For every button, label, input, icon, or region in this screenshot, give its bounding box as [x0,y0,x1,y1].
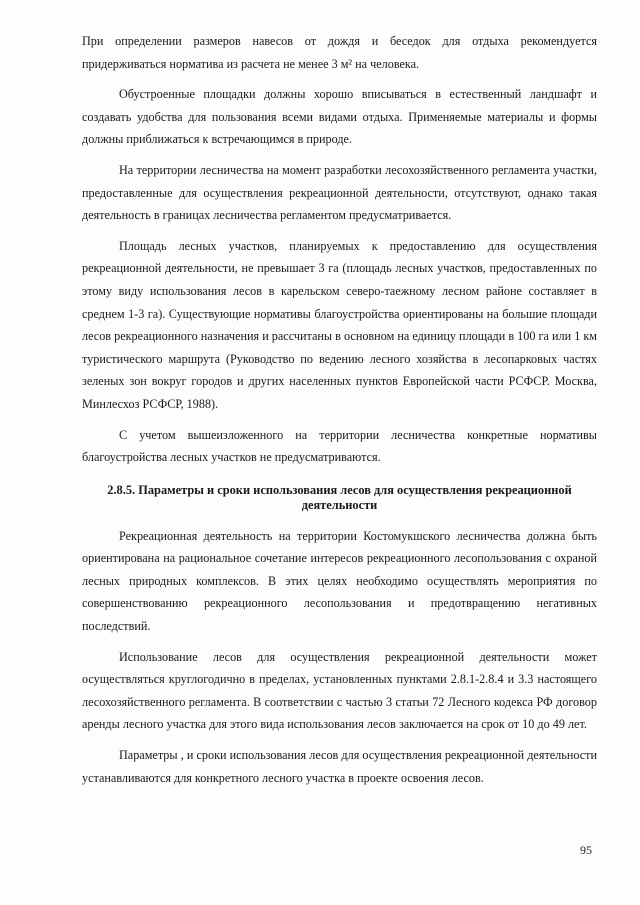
paragraph-conclusion: С учетом вышеизложенного на территории лесничества конкретные нормативы благоустройства лесных участков не предусматриваются. [82,427,597,465]
paragraph-plot-area: Площадь лесных участков, планируемых к предоставлению для осуществления рекреационной деятельности, не превышает 3 га (площадь лесных участков, предоставленных по этому виду использования лесов в карельском северо-таежному лесном районе составляет в среднем 1-3 га). Существующие нормативы благоустройства ориентированы на большие площади лесов рекреационного назначения и рассчитаны в основном на единицу площади в 100 га или 1 км туристического маршрута (Руководство по ведению лесного хозяйства в лесопарковых частях зеленых зон вокруг городов и других населенных пунктов Европейской части РСФСР. Москва, Минлесхоз РСФСР, 1988). [82,238,597,411]
page-number: 95 [580,843,592,857]
paragraph-forestry-territory: На территории лесничества на момент разработки лесохозяйственного регламента участки, предоставленные для осуществления рекреационной деятельности, отсутствуют, однако такая деятельность в границах лесничества регламентом предусматривается. [82,162,597,223]
paragraph-landscaped-sites: Обустроенные площадки должны хорошо вписываться в естественный ландшафт и создавать удобства для пользования всеми видами отдыха. Применяемые материалы и формы должны приближаться к встречающимся в природе. [82,87,597,147]
paragraph-year-round-use: Использование лесов для осуществления рекреационной деятельности может осуществляться круглогодично в пределах, установленных пунктами 2.8.1-2.8.4 и 3.3 настоящего лесохозяйственного регламента. В соответствии с частью 3 статьи 72 Лесного кодекса РФ договор аренды лесного участка для этого вида использования лесов заключается на срок от 10 до 49 лет. [82,649,597,732]
paragraph-parameters: Параметры , и сроки использования лесов для осуществления рекреационной деятельности устанавливаются для конкретного лесного участка в проекте освоения лесов. [82,748,597,785]
page-content [82,30,597,797]
paragraph-canopies: При определении размеров навесов от дождя и беседок для отдыха рекомендуется придерживаться норматива из расчета не менее 3 м² на человека. [82,34,597,71]
section-heading: 2.8.5. Параметры и сроки использования лесов для осуществления рекреационной деятельности [107,482,572,513]
paragraph-recreational-activity: Рекреационная деятельность на территории Костомукшского лесничества должна быть ориентирована на рациональное сочетание интересов рекреационного лесопользования с охраной лесных природных комплексов. В этих целях необходимо осуществлять мероприятия по совершенствованию рекреационного лесопользования и предотвращению негативных последствий. [82,528,597,634]
